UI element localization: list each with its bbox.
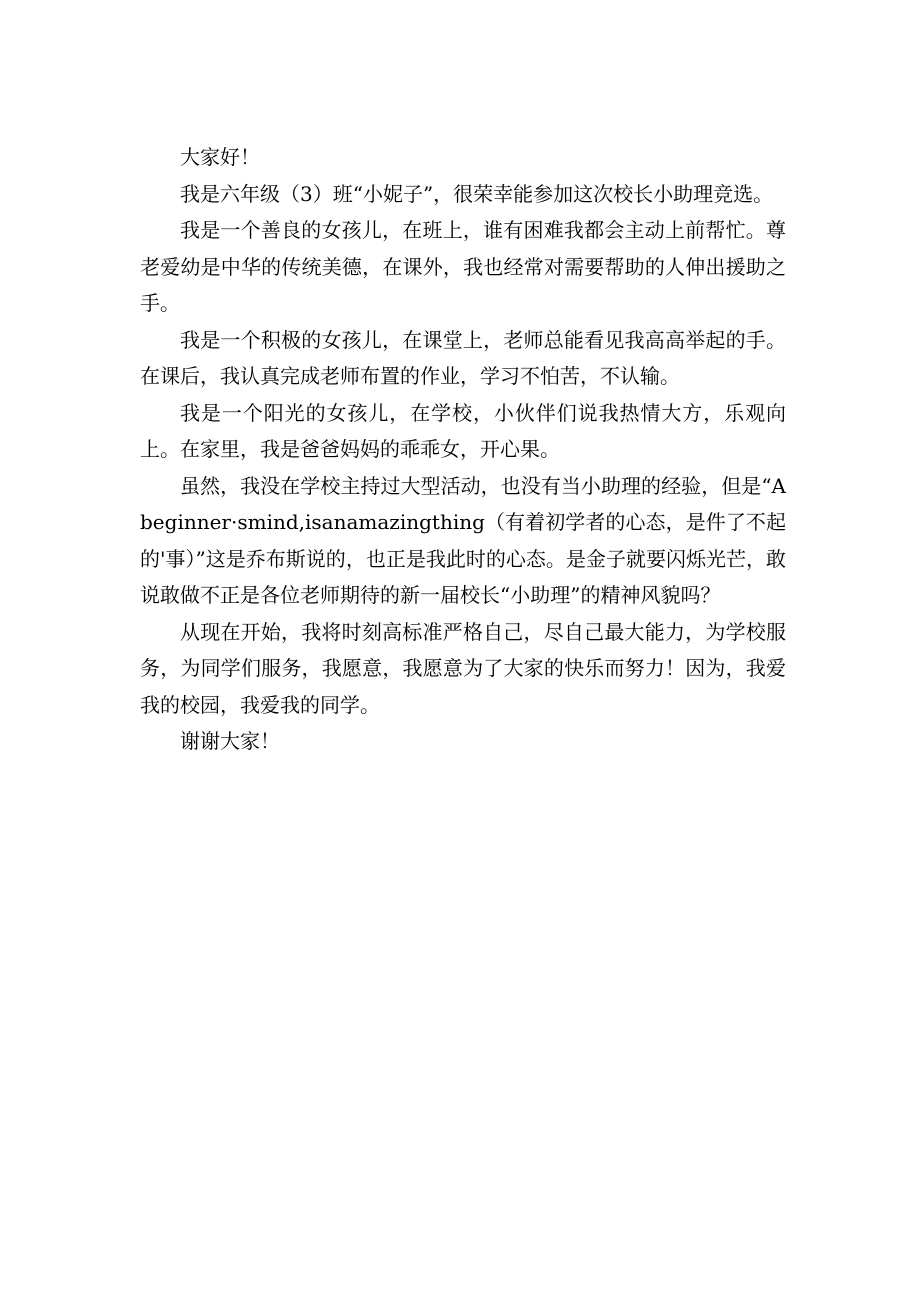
- speech-body: [140, 139, 786, 760]
- paragraph-positivity: 我是一个阳光的女孩儿，在学校，小伙伴们说我热情大方，乐观向上。在家里，我是爸爸妈妈的乖乖女，开心果。: [140, 400, 786, 461]
- paragraph-beginner-mind: 虽然，我没在学校主持过大型活动，也没有当小助理的经验，但是“Abeginner·smind,isanamazingthing（有着初学者的心态，是件了不起的'事）”这是乔布斯说的，也正是我此时的心态。是金子就要闪烁光芒，敢说敢做不正是各位老师期待的新一届校长“小助理”的精神风貌吗？: [140, 473, 786, 607]
- paragraph-greeting: 大家好！: [180, 145, 260, 169]
- paragraph-diligence: 我是一个积极的女孩儿，在课堂上，老师总能看见我高高举起的手。在课后，我认真完成老师布置的作业，学习不怕苦，不认输。: [140, 327, 786, 388]
- paragraph-introduction: 我是六年级（3）班“小妮子”，很荣幸能参加这次校长小助理竞选。: [180, 181, 774, 206]
- paragraph-kindness: 我是一个善良的女孩儿，在班上，谁有困难我都会主动上前帮忙。尊老爱幼是中华的传统美德，在课外，我也经常对需要帮助的人伸出援助之手。: [140, 218, 786, 315]
- paragraph-thanks: 谢谢大家！: [180, 729, 280, 753]
- paragraph-commitment: 从现在开始，我将时刻高标准严格自己，尽自己最大能力，为学校服务，为同学们服务，我愿意，我愿意为了大家的快乐而努力！因为，我爱我的校园，我爱我的同学。: [140, 619, 786, 717]
